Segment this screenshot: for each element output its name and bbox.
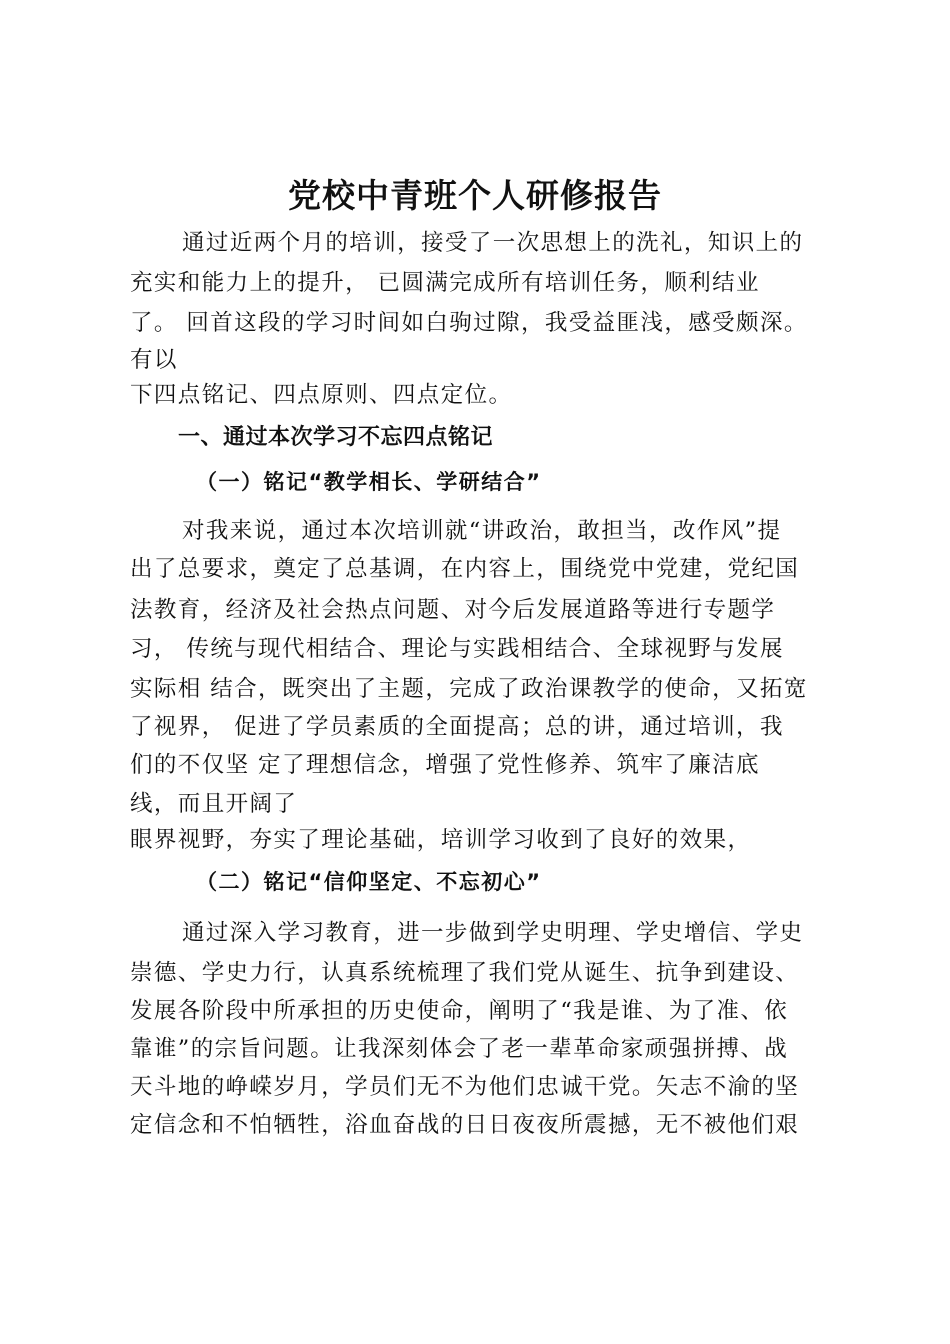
- text-line: 靠谁”的宗旨问题。让我深刻体会了老一辈革命家顽强拼搏、战: [130, 1036, 789, 1062]
- text-line: 们的不仅坚 定了理想信念，增强了党性修养、筑牢了廉洁底: [130, 752, 760, 778]
- text-line: 下四点铭记、四点原则、四点定位。: [130, 382, 513, 408]
- text-line: 通过近两个月的培训，接受了一次思想上的洗礼，知识上的: [182, 230, 804, 256]
- text-line: 法教育，经济及社会热点问题、对今后发展道路等进行专题学: [130, 597, 776, 623]
- subsection-heading: （一）铭记“教学相长、学研结合”: [196, 470, 542, 494]
- text-line: 了。 回首这段的学习时间如白驹过隙，我受益匪浅，感受颇深。: [130, 310, 808, 336]
- subsection-heading: （二）铭记“信仰坚定、不忘初心”: [196, 870, 542, 894]
- text-line: 通过深入学习教育，进一步做到学史明理、学史增信、学史: [182, 920, 804, 946]
- text-line: 出了总要求，奠定了总基调，在内容上，围绕党中党建，党纪国: [130, 556, 800, 582]
- text-line: 对我来说，通过本次培训就“讲政治，敢担当，改作风”提: [182, 518, 782, 544]
- text-line: 线，而且开阔了: [130, 791, 298, 817]
- text-line: 天斗地的峥嵘岁月，学员们无不为他们忠诚干党。矢志不渝的坚: [130, 1074, 800, 1100]
- text-line: 了视界， 促进了学员素质的全面提高；总的讲，通过培训，我: [130, 714, 784, 740]
- text-line: 眼界视野，夯实了理论基础，培训学习收到了良好的效果，: [130, 827, 752, 853]
- text-line: 发展各阶段中所承担的历史使命，阐明了“我是谁、为了准、依: [130, 998, 789, 1024]
- text-line: 习， 传统与现代相结合、理论与实践相结合、全球视野与发展: [130, 636, 784, 662]
- section-heading: 一、通过本次学习不忘四点铭记: [178, 425, 494, 450]
- text-line: 实际相 结合，既突出了主题，完成了政治课教学的使命，又拓宽: [130, 676, 808, 702]
- text-line: 有以: [130, 347, 178, 373]
- text-line: 崇德、学史力行，认真系统梳理了我们党从诞生、抗争到建设、: [130, 960, 800, 986]
- document-title: 党校中青班个人研修报告: [288, 176, 662, 215]
- text-line: 充实和能力上的提升， 已圆满完成所有培训任务，顺利结业: [130, 270, 760, 296]
- text-line: 定信念和不怕牺牲，浴血奋战的日日夜夜所震撼，无不被他们艰: [130, 1112, 800, 1138]
